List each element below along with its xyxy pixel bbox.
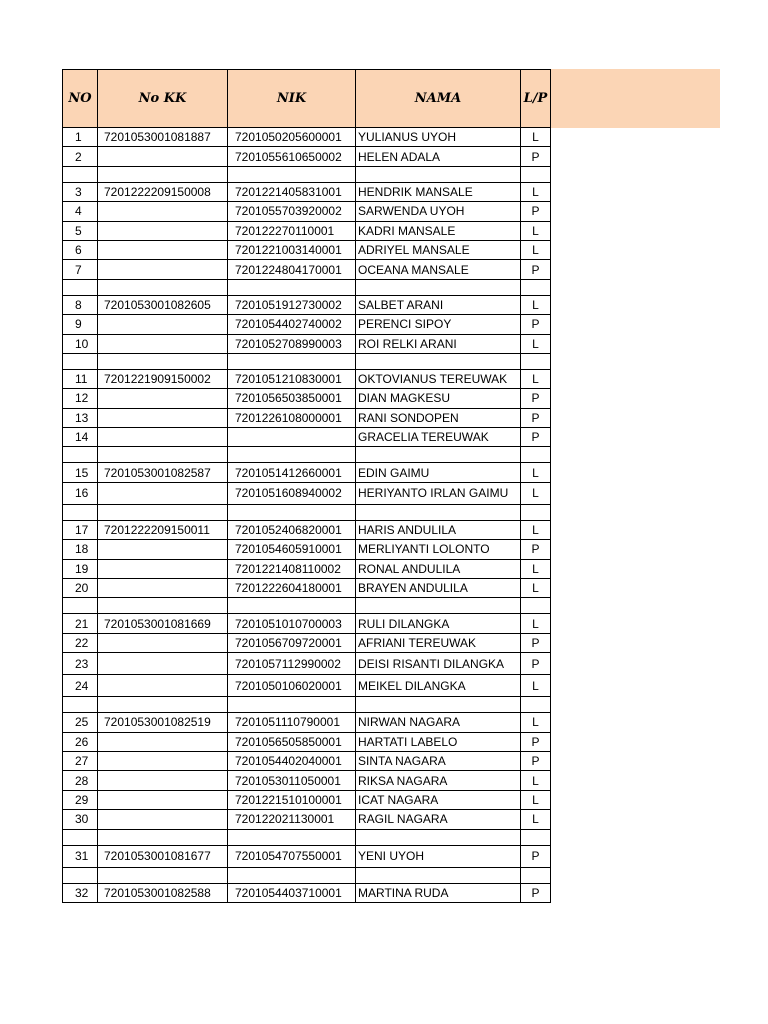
cell-no[interactable]: 3 — [63, 182, 98, 201]
cell-lp[interactable]: P — [521, 202, 551, 221]
table-row — [63, 732, 551, 751]
cell-nama[interactable]: RULI DILANGKA — [356, 614, 521, 633]
table-row — [63, 883, 551, 902]
cell-no-kk[interactable] — [98, 559, 228, 578]
cell-nik[interactable]: 7201051608940002 — [228, 482, 356, 504]
cell-nik[interactable]: 7201056709720001 — [228, 633, 356, 652]
cell-no[interactable]: 1 — [63, 128, 98, 147]
cell-no-kk[interactable] — [98, 221, 228, 240]
cell-nik[interactable]: 7201056503850001 — [228, 389, 356, 408]
cell-nik[interactable]: 7201052406820001 — [228, 520, 356, 539]
table-row — [63, 482, 551, 504]
cell-nama[interactable]: YULIANUS UYOH — [356, 128, 521, 147]
cell-nama-empty[interactable] — [356, 504, 521, 520]
cell-nik[interactable]: 7201054402740002 — [228, 315, 356, 334]
header-row — [63, 70, 551, 128]
cell-nama-empty[interactable] — [356, 166, 521, 182]
cell-no-kk[interactable]: 7201053001082587 — [98, 463, 228, 482]
header-lp[interactable]: L/P — [521, 70, 551, 128]
cell-lp[interactable]: L — [521, 614, 551, 633]
cell-nik-empty[interactable] — [228, 447, 356, 463]
cell-no-kk-empty[interactable] — [98, 504, 228, 520]
cell-no[interactable]: 29 — [63, 790, 98, 809]
cell-nama-empty[interactable] — [356, 353, 521, 369]
cell-nik[interactable]: 7201224804170001 — [228, 260, 356, 279]
cell-no-kk-empty[interactable] — [98, 829, 228, 845]
cell-lp[interactable]: L — [521, 790, 551, 809]
cell-lp-empty[interactable] — [521, 279, 551, 295]
cell-lp[interactable]: P — [521, 845, 551, 867]
cell-lp[interactable]: L — [521, 482, 551, 504]
table-row — [63, 675, 551, 697]
cell-lp[interactable]: L — [521, 463, 551, 482]
cell-no-kk[interactable] — [98, 408, 228, 427]
table-row — [63, 260, 551, 279]
cell-nik-empty[interactable] — [228, 166, 356, 182]
cell-nik[interactable]: 7201051412660001 — [228, 463, 356, 482]
cell-lp-empty[interactable] — [521, 598, 551, 614]
cell-no[interactable]: 10 — [63, 334, 98, 353]
spacer-row — [63, 166, 551, 182]
cell-lp[interactable]: L — [521, 520, 551, 539]
cell-nama[interactable]: ICAT NAGARA — [356, 790, 521, 809]
cell-no-kk[interactable]: 7201053001082588 — [98, 883, 228, 902]
cell-nama-empty[interactable] — [356, 279, 521, 295]
cell-nama[interactable]: MARTINA RUDA — [356, 883, 521, 902]
cell-lp[interactable]: L — [521, 369, 551, 388]
cell-lp-empty[interactable] — [521, 504, 551, 520]
cell-lp-empty[interactable] — [521, 867, 551, 883]
table-row — [63, 221, 551, 240]
cell-nik-empty[interactable] — [228, 697, 356, 713]
cell-lp[interactable]: P — [521, 732, 551, 751]
cell-no-kk[interactable] — [98, 810, 228, 829]
cell-no-kk[interactable] — [98, 732, 228, 751]
cell-nik[interactable]: 7201053011050001 — [228, 771, 356, 790]
cell-nik[interactable]: 7201050106020001 — [228, 675, 356, 697]
table-row — [63, 389, 551, 408]
spacer-row — [63, 353, 551, 369]
cell-no[interactable]: 11 — [63, 369, 98, 388]
cell-no-kk[interactable] — [98, 633, 228, 652]
cell-nik[interactable]: 7201054605910001 — [228, 540, 356, 559]
header-no-kk[interactable]: No KK — [98, 70, 228, 128]
cell-nik[interactable]: 7201055610650002 — [228, 147, 356, 166]
cell-nama-empty[interactable] — [356, 867, 521, 883]
cell-nama[interactable]: HARIS ANDULILA — [356, 520, 521, 539]
cell-nama[interactable]: MERLIYANTI LOLONTO — [356, 540, 521, 559]
cell-nik-empty[interactable] — [228, 598, 356, 614]
cell-no[interactable]: 32 — [63, 883, 98, 902]
cell-lp[interactable]: P — [521, 315, 551, 334]
cell-lp[interactable]: P — [521, 428, 551, 447]
cell-no-kk-empty[interactable] — [98, 166, 228, 182]
cell-no-kk-empty[interactable] — [98, 279, 228, 295]
table-row — [63, 540, 551, 559]
cell-no-kk[interactable]: 7201053001081677 — [98, 845, 228, 867]
cell-no[interactable]: 27 — [63, 751, 98, 770]
cell-nik-empty[interactable] — [228, 353, 356, 369]
cell-nama[interactable]: DIAN MAGKESU — [356, 389, 521, 408]
table-row — [63, 128, 551, 147]
cell-no-kk[interactable] — [98, 540, 228, 559]
spacer-row — [63, 598, 551, 614]
cell-nik[interactable]: 7201050205600001 — [228, 128, 356, 147]
spacer-row — [63, 697, 551, 713]
spacer-row — [63, 867, 551, 883]
cell-no-kk[interactable] — [98, 771, 228, 790]
cell-nik[interactable]: 7201221405831001 — [228, 182, 356, 201]
cell-nama-empty[interactable] — [356, 447, 521, 463]
cell-lp[interactable]: P — [521, 389, 551, 408]
cell-nama[interactable]: RONAL ANDULILA — [356, 559, 521, 578]
header-fill-extension — [550, 69, 720, 128]
cell-nama[interactable]: MEIKEL DILANGKA — [356, 675, 521, 697]
cell-no-empty[interactable] — [63, 697, 98, 713]
cell-lp[interactable]: L — [521, 810, 551, 829]
table-row — [63, 463, 551, 482]
cell-nik[interactable]: 7201221003140001 — [228, 240, 356, 259]
cell-no-kk-empty[interactable] — [98, 697, 228, 713]
cell-no-kk[interactable] — [98, 334, 228, 353]
cell-nama[interactable]: AFRIANI TEREUWAK — [356, 633, 521, 652]
spacer-row — [63, 504, 551, 520]
table-row — [63, 713, 551, 732]
cell-no[interactable]: 25 — [63, 713, 98, 732]
cell-no-empty[interactable] — [63, 504, 98, 520]
table-row — [63, 240, 551, 259]
table-row — [63, 810, 551, 829]
cell-lp[interactable]: L — [521, 559, 551, 578]
cell-no-kk[interactable] — [98, 147, 228, 166]
table-row — [63, 428, 551, 447]
cell-no-kk[interactable]: 7201222209150011 — [98, 520, 228, 539]
cell-no[interactable]: 22 — [63, 633, 98, 652]
cell-no-kk[interactable]: 7201221909150002 — [98, 369, 228, 388]
cell-nama[interactable]: HENDRIK MANSALE — [356, 182, 521, 201]
table-body — [63, 128, 551, 903]
cell-lp[interactable]: P — [521, 751, 551, 770]
cell-nama[interactable]: HERIYANTO IRLAN GAIMU — [356, 482, 521, 504]
cell-nama[interactable]: ROI RELKI ARANI — [356, 334, 521, 353]
cell-no[interactable]: 24 — [63, 675, 98, 697]
cell-no[interactable]: 15 — [63, 463, 98, 482]
cell-lp[interactable]: P — [521, 633, 551, 652]
cell-lp-empty[interactable] — [521, 447, 551, 463]
cell-no[interactable]: 12 — [63, 389, 98, 408]
cell-no-kk-empty[interactable] — [98, 598, 228, 614]
cell-lp[interactable]: L — [521, 579, 551, 598]
cell-no-kk[interactable] — [98, 389, 228, 408]
cell-nik[interactable]: 7201051210830001 — [228, 369, 356, 388]
cell-no[interactable]: 8 — [63, 295, 98, 314]
cell-nama[interactable]: EDIN GAIMU — [356, 463, 521, 482]
table-row — [63, 520, 551, 539]
cell-no-kk[interactable] — [98, 202, 228, 221]
cell-no[interactable]: 7 — [63, 260, 98, 279]
cell-nama[interactable]: DEISI RISANTI DILANGKA — [356, 653, 521, 675]
cell-no-kk[interactable]: 7201053001082605 — [98, 295, 228, 314]
table-row — [63, 771, 551, 790]
cell-nama-empty[interactable] — [356, 598, 521, 614]
cell-nik[interactable] — [228, 428, 356, 447]
table-row — [63, 369, 551, 388]
cell-lp-empty[interactable] — [521, 353, 551, 369]
cell-no-kk[interactable] — [98, 240, 228, 259]
cell-nama[interactable]: HARTATI LABELO — [356, 732, 521, 751]
cell-nik[interactable]: 7201054403710001 — [228, 883, 356, 902]
cell-nama[interactable]: SARWENDA UYOH — [356, 202, 521, 221]
cell-nik[interactable]: 7201052708990003 — [228, 334, 356, 353]
cell-nama[interactable]: RAGIL NAGARA — [356, 810, 521, 829]
cell-no[interactable]: 23 — [63, 653, 98, 675]
cell-nama[interactable]: ADRIYEL MANSALE — [356, 240, 521, 259]
table-row — [63, 182, 551, 201]
cell-no[interactable]: 9 — [63, 315, 98, 334]
cell-lp[interactable]: L — [521, 675, 551, 697]
table-row — [63, 653, 551, 675]
table-row — [63, 751, 551, 770]
cell-lp-empty[interactable] — [521, 166, 551, 182]
cell-nik[interactable]: 7201054707550001 — [228, 845, 356, 867]
cell-nik-empty[interactable] — [228, 867, 356, 883]
cell-nik[interactable]: 7201054402040001 — [228, 751, 356, 770]
spacer-row — [63, 447, 551, 463]
cell-no-kk-empty[interactable] — [98, 353, 228, 369]
cell-nama[interactable]: OKTOVIANUS TEREUWAK — [356, 369, 521, 388]
cell-lp[interactable]: L — [521, 221, 551, 240]
cell-no-kk[interactable] — [98, 790, 228, 809]
cell-no[interactable]: 14 — [63, 428, 98, 447]
cell-nama[interactable]: SALBET ARANI — [356, 295, 521, 314]
cell-no[interactable]: 6 — [63, 240, 98, 259]
table-row — [63, 334, 551, 353]
cell-no-empty[interactable] — [63, 166, 98, 182]
cell-no-empty[interactable] — [63, 867, 98, 883]
spacer-row — [63, 829, 551, 845]
table-row — [63, 845, 551, 867]
table-row — [63, 408, 551, 427]
table-row — [63, 579, 551, 598]
cell-no-empty[interactable] — [63, 447, 98, 463]
cell-nik-empty[interactable] — [228, 279, 356, 295]
header-no[interactable]: NO — [63, 70, 98, 128]
cell-no[interactable]: 31 — [63, 845, 98, 867]
cell-nama[interactable]: GRACELIA TEREUWAK — [356, 428, 521, 447]
table-row — [63, 202, 551, 221]
cell-nik[interactable]: 7201051110790001 — [228, 713, 356, 732]
cell-nama[interactable]: RANI SONDOPEN — [356, 408, 521, 427]
cell-no[interactable]: 18 — [63, 540, 98, 559]
cell-no-empty[interactable] — [63, 598, 98, 614]
cell-no-kk-empty[interactable] — [98, 447, 228, 463]
cell-no-kk[interactable] — [98, 428, 228, 447]
cell-no-kk[interactable]: 7201053001081669 — [98, 614, 228, 633]
table-row — [63, 147, 551, 166]
spacer-row — [63, 279, 551, 295]
cell-lp[interactable]: L — [521, 295, 551, 314]
cell-nik[interactable]: 720122021130001 — [228, 810, 356, 829]
cell-no-kk[interactable]: 7201053001082519 — [98, 713, 228, 732]
cell-lp[interactable]: L — [521, 771, 551, 790]
header-nama[interactable]: NAMA — [356, 70, 521, 128]
cell-nik[interactable]: 7201221510100001 — [228, 790, 356, 809]
cell-no[interactable]: 26 — [63, 732, 98, 751]
cell-lp-empty[interactable] — [521, 697, 551, 713]
cell-nama-empty[interactable] — [356, 697, 521, 713]
table-row — [63, 559, 551, 578]
family-data-table — [62, 69, 551, 903]
cell-nama[interactable]: PERENCI SIPOY — [356, 315, 521, 334]
cell-nik[interactable]: 7201056505850001 — [228, 732, 356, 751]
cell-no-empty[interactable] — [63, 353, 98, 369]
cell-nik[interactable]: 7201226108000001 — [228, 408, 356, 427]
cell-no[interactable]: 28 — [63, 771, 98, 790]
cell-lp[interactable]: P — [521, 260, 551, 279]
cell-no-empty[interactable] — [63, 829, 98, 845]
cell-no[interactable]: 30 — [63, 810, 98, 829]
cell-no[interactable]: 20 — [63, 579, 98, 598]
cell-lp[interactable]: P — [521, 408, 551, 427]
cell-nama[interactable]: KADRI MANSALE — [356, 221, 521, 240]
cell-nik[interactable]: 7201057112990002 — [228, 653, 356, 675]
cell-lp[interactable]: L — [521, 713, 551, 732]
cell-nik[interactable]: 7201055703920002 — [228, 202, 356, 221]
cell-lp[interactable]: L — [521, 182, 551, 201]
cell-nik[interactable]: 7201051912730002 — [228, 295, 356, 314]
cell-nama[interactable]: OCEANA MANSALE — [356, 260, 521, 279]
cell-no[interactable]: 2 — [63, 147, 98, 166]
cell-no[interactable]: 19 — [63, 559, 98, 578]
cell-no-kk[interactable]: 7201222209150008 — [98, 182, 228, 201]
cell-no-kk[interactable] — [98, 653, 228, 675]
cell-nama[interactable]: NIRWAN NAGARA — [356, 713, 521, 732]
cell-nik[interactable]: 7201221408110002 — [228, 559, 356, 578]
cell-nik[interactable]: 7201051010700003 — [228, 614, 356, 633]
table-row — [63, 295, 551, 314]
cell-lp[interactable]: P — [521, 147, 551, 166]
cell-no-kk[interactable] — [98, 260, 228, 279]
cell-no[interactable]: 4 — [63, 202, 98, 221]
cell-nama[interactable]: BRAYEN ANDULILA — [356, 579, 521, 598]
cell-nik[interactable]: 720122270110001 — [228, 221, 356, 240]
cell-no-kk[interactable] — [98, 315, 228, 334]
cell-lp[interactable]: L — [521, 240, 551, 259]
cell-nama[interactable]: RIKSA NAGARA — [356, 771, 521, 790]
table-row — [63, 315, 551, 334]
cell-lp[interactable]: P — [521, 883, 551, 902]
cell-nik-empty[interactable] — [228, 829, 356, 845]
cell-no-kk[interactable] — [98, 482, 228, 504]
cell-nama-empty[interactable] — [356, 829, 521, 845]
cell-lp[interactable]: L — [521, 334, 551, 353]
header-nik[interactable]: NIK — [228, 70, 356, 128]
cell-nik[interactable]: 7201222604180001 — [228, 579, 356, 598]
cell-no[interactable]: 5 — [63, 221, 98, 240]
cell-no-kk[interactable]: 7201053001081887 — [98, 128, 228, 147]
cell-no-empty[interactable] — [63, 279, 98, 295]
cell-no-kk[interactable] — [98, 675, 228, 697]
cell-nama[interactable]: HELEN ADALA — [356, 147, 521, 166]
cell-lp-empty[interactable] — [521, 829, 551, 845]
cell-no-kk[interactable] — [98, 579, 228, 598]
cell-nama[interactable]: YENI UYOH — [356, 845, 521, 867]
table-row — [63, 614, 551, 633]
cell-no[interactable]: 13 — [63, 408, 98, 427]
cell-no[interactable]: 17 — [63, 520, 98, 539]
cell-nik-empty[interactable] — [228, 504, 356, 520]
table-row — [63, 633, 551, 652]
cell-lp[interactable]: L — [521, 128, 551, 147]
cell-no[interactable]: 16 — [63, 482, 98, 504]
cell-lp[interactable]: P — [521, 653, 551, 675]
cell-lp[interactable]: P — [521, 540, 551, 559]
cell-no[interactable]: 21 — [63, 614, 98, 633]
table-row — [63, 790, 551, 809]
spreadsheet — [62, 69, 551, 903]
cell-no-kk[interactable] — [98, 751, 228, 770]
cell-nama[interactable]: SINTA NAGARA — [356, 751, 521, 770]
cell-no-kk-empty[interactable] — [98, 867, 228, 883]
